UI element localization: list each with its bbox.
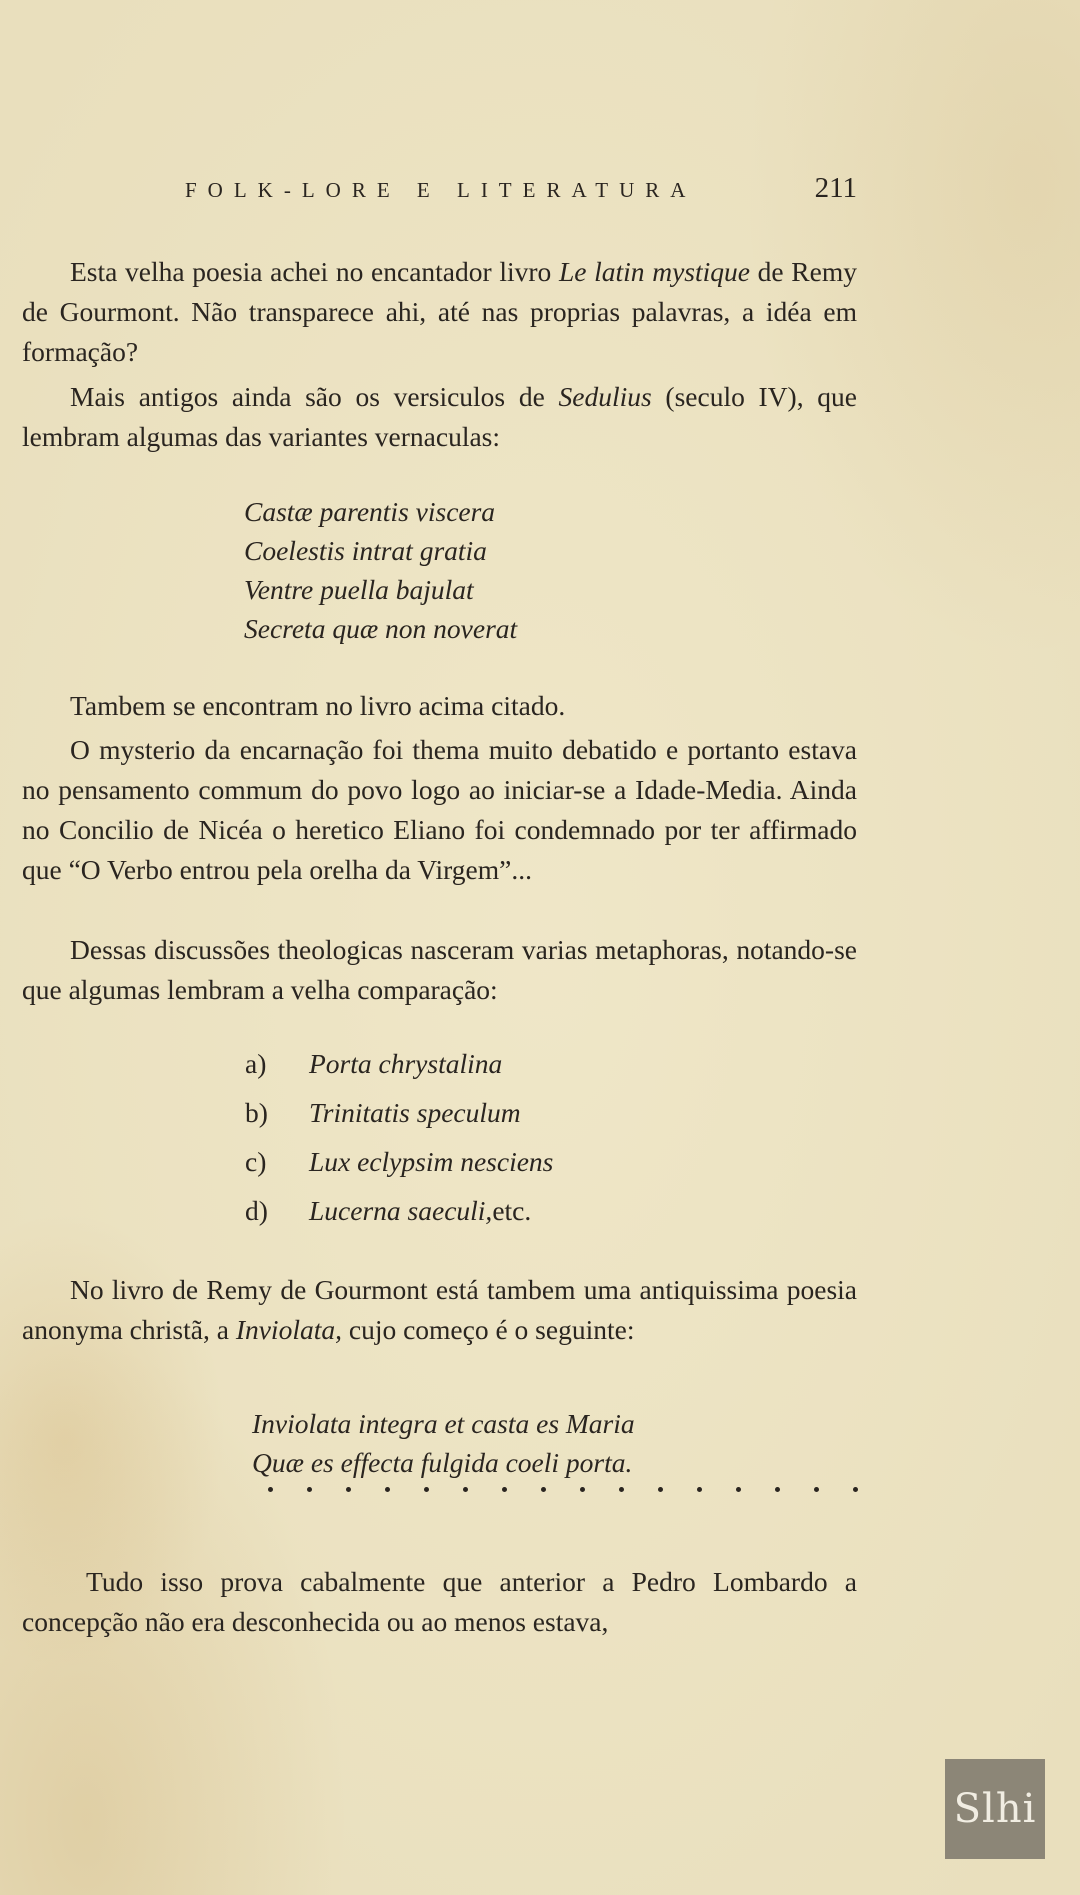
list-item-tail: etc. (492, 1195, 532, 1226)
paragraph-4 (22, 730, 857, 890)
paragraph-5 (22, 930, 857, 1010)
paragraph-7 (22, 1562, 857, 1642)
ellipsis-row (268, 1487, 858, 1492)
page-number: 211 (814, 172, 857, 204)
verse-line: Secreta quæ non noverat (244, 613, 518, 644)
list-item (245, 1097, 553, 1146)
page-header (185, 172, 857, 205)
verse-line: Castæ parentis viscera (244, 496, 496, 527)
paragraph-6-text-b: cujo começo é o seguinte: (341, 1314, 635, 1345)
paragraph-6 (22, 1270, 857, 1350)
list-item-text: Lux eclypsim nesciens (309, 1146, 554, 1177)
verse-line: Inviolata integra et casta es Maria (252, 1408, 635, 1439)
list-item-label: c) (245, 1146, 267, 1177)
paragraph-4-text: O mysterio da encarnação foi thema muito debatido e portanto estava no pensamento commum do povo logo ao iniciar-se a Idade-Media. Ainda no Concilio de Nicéa o heretico Eliano foi condemnado por ter affirmado que “O Verbo entrou pela orelha da Virgem”... (22, 734, 857, 885)
paragraph-1-text-a: Esta velha poesia achei no encantador livro (70, 256, 559, 287)
metaphor-list (245, 1048, 553, 1244)
paragraph-1-text-b: de Remy de Gourmont. Não transparece ahi, até nas proprias palavras, a idéa em formação? (22, 256, 857, 367)
list-item (245, 1195, 553, 1244)
list-item-text: Porta chrystalina (309, 1048, 503, 1079)
paragraph-2-text-b: (seculo IV), que lembram algumas das variantes vernaculas: (22, 381, 858, 452)
poem-title: Inviolata, (235, 1314, 342, 1345)
paragraph-3 (22, 686, 857, 726)
list-item-text: Trinitatis speculum (309, 1097, 521, 1128)
running-head: FOLK-LORE E LITERATURA (185, 178, 697, 202)
paragraph-2 (22, 377, 857, 457)
list-item-text: Lucerna saeculi, (309, 1195, 493, 1226)
paragraph-2-text-a: Mais antigos ainda são os versiculos de (70, 381, 559, 412)
paragraph-6-text-a: No livro de Remy de Gourmont está tambem uma antiquissima poesia anonyma christã, a (22, 1274, 857, 1345)
paragraph-5-text: Dessas discussões theologicas nasceram varias metaphoras, notando-se que algumas lembram a velha comparação: (22, 934, 857, 1005)
list-item (245, 1146, 553, 1195)
list-item-label: b) (245, 1097, 268, 1128)
verse-line: Quæ es effecta fulgida coeli porta. (252, 1447, 633, 1478)
book-title: Le latin mystique (558, 256, 750, 287)
list-item-label: d) (245, 1195, 268, 1226)
paragraph-1 (22, 252, 857, 372)
library-stamp: Slhi (945, 1759, 1045, 1859)
verse-line: Coelestis intrat gratia (244, 535, 487, 566)
verse-2 (252, 1404, 635, 1482)
verse-line: Ventre puella bajulat (244, 574, 474, 605)
list-item (245, 1048, 553, 1097)
verse-1 (244, 492, 517, 648)
paragraph-3-text: Tambem se encontram no livro acima citado. (70, 690, 566, 721)
author-name: Sedulius (558, 381, 652, 412)
list-item-label: a) (245, 1048, 267, 1079)
paragraph-7-text: Tudo isso prova cabalmente que anterior a Pedro Lombardo a concepção não era desconhecida ou ao menos estava, (22, 1566, 857, 1637)
